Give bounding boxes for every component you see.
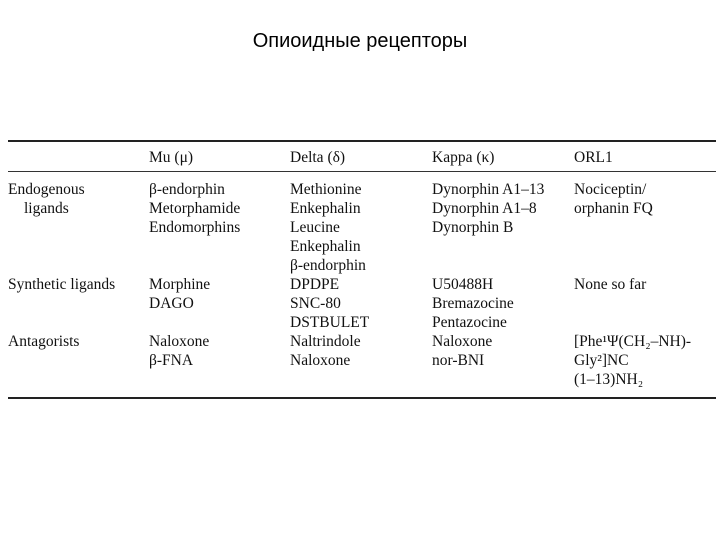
table-row-antagonists (8, 332, 716, 397)
cell-delta (290, 172, 432, 275)
ligand: U50488H (432, 276, 494, 293)
header-mu: Mu (μ) (149, 149, 194, 166)
ligand: Dynorphin A1–13 (432, 181, 545, 198)
header-row (8, 142, 716, 171)
ligand: Methionine (290, 181, 362, 198)
receptor-table (8, 142, 716, 171)
ligand: DPDPE (290, 276, 340, 293)
ligand: β-endorphin (149, 181, 225, 198)
row-label (8, 172, 149, 275)
slide-title: Опиоидные рецепторы (252, 30, 468, 52)
receptor-table-body (8, 172, 716, 397)
ligand: Nociceptin/ (574, 181, 647, 198)
cell-orl1 (574, 332, 716, 397)
ligand: Morphine (149, 276, 211, 293)
ligand: (1–13)NH₂ (574, 371, 644, 388)
ligand: Pentazocine (432, 314, 507, 331)
ligand: orphanin FQ (574, 200, 653, 217)
ligand: nor-BNI (432, 352, 485, 369)
ligand: β-endorphin (290, 257, 366, 274)
cell-delta (290, 275, 432, 332)
ligand: SNC-80 (290, 295, 341, 312)
row-label-line: Endogenous (8, 181, 85, 198)
ligand: [Phe¹Ψ(CH₂–NH)- (574, 333, 692, 350)
ligand: Naltrindole (290, 333, 361, 350)
cell-kappa (432, 275, 574, 332)
row-label-line: Synthetic ligands (8, 276, 116, 293)
table-row-synthetic (8, 275, 716, 332)
ligand: Dynorphin B (432, 219, 514, 236)
header-orl1: ORL1 (574, 149, 613, 166)
ligand: Naloxone (149, 333, 210, 350)
ligand: Endomorphins (149, 219, 241, 236)
ligand: Leucine (290, 219, 340, 236)
row-label (8, 275, 149, 332)
cell-mu (149, 332, 290, 397)
ligand: DAGO (149, 295, 194, 312)
row-label (8, 332, 149, 397)
ligand: Enkephalin (290, 238, 361, 255)
cell-kappa (432, 172, 574, 275)
ligand: None so far (574, 276, 647, 293)
table-bottom-rule (8, 397, 716, 399)
ligand: Enkephalin (290, 200, 361, 217)
cell-delta (290, 332, 432, 397)
header-empty (8, 142, 149, 171)
ligand: DSTBULET (290, 314, 370, 331)
cell-kappa (432, 332, 574, 397)
table-row-endogenous (8, 172, 716, 275)
row-label-line: Antagorists (8, 333, 80, 350)
ligand: Naloxone (432, 333, 493, 350)
cell-mu (149, 172, 290, 275)
row-label-line: ligands (24, 200, 69, 217)
cell-mu (149, 275, 290, 332)
ligand: Metorphamide (149, 200, 241, 217)
ligand: Dynorphin A1–8 (432, 200, 537, 217)
cell-orl1 (574, 172, 716, 275)
ligand: Bremazocine (432, 295, 514, 312)
ligand: Naloxone (290, 352, 351, 369)
header-delta: Delta (δ) (290, 149, 346, 166)
ligand: Gly²]NC (574, 352, 629, 369)
opioid-receptor-table (8, 140, 716, 399)
header-kappa: Kappa (κ) (432, 149, 495, 166)
cell-orl1 (574, 275, 716, 332)
ligand: β-FNA (149, 352, 194, 369)
